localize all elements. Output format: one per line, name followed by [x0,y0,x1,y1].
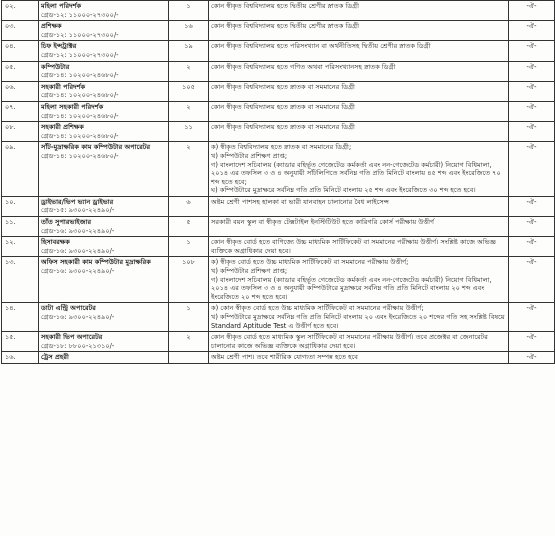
post-cell [39,122,169,142]
table-row [2,101,555,121]
serial-cell [2,61,39,81]
vacancy-count: ১০৮ [182,258,195,267]
qualification-line: কোন স্বীকৃত বিশ্ববিদ্যালয় হতে দ্বিতীয় শ্রেণীর স্নাতক ডিগ্রী [211,22,359,31]
post-name: চিফ ইন্সট্রাক্টর [41,42,77,51]
qualification-cell [209,21,509,41]
vacancy-count: ১১ [184,123,193,132]
vacancy-count: ১০৫ [182,82,195,91]
quota-ditto: -ঐ- [526,258,537,267]
qualification-line: ক) স্বীকৃত বোর্ড হতে উচ্চ মাধ্যমিক সার্টিফিকেট বা সমমানের পরীক্ষায় উত্তীর্ণ; [211,258,409,267]
pay-grade: গ্রেড-১৬: ৯৩০০-২২৪৯০/- [41,267,115,276]
qualification-line: কোন স্বীকৃত বিশ্ববিদ্যালয় হতে স্নাতক বা সমমানের ডিগ্রী [211,123,355,132]
vacancy-count-cell [169,21,209,41]
post-name: মহিলা পরিদর্শক [41,2,82,10]
vacancy-count-cell [169,257,209,303]
pay-grade: গ্রেড-১৮: ৮৮০০-২১৩১০/- [41,341,115,350]
table-row [2,21,555,41]
post-name: মহিলা সহকারী পরিদর্শক [41,102,104,111]
vacancy-count: ১ [186,238,191,247]
qualification-cell [209,352,509,364]
table-row [2,332,555,352]
pay-grade: গ্রেড-১৪: ১০২০০-২৪৬৮০/- [41,151,119,160]
vacancy-count: ১৯ [184,42,193,51]
pay-grade: গ্রেড-১৪: ১০২০০-২৪৬৮০/- [41,111,119,120]
quota-ditto: -ঐ- [526,333,537,342]
serial-number: ০৫. [5,62,16,71]
qualification-cell [209,122,509,142]
post-cell [39,41,169,61]
serial-number: ১৫. [5,333,16,342]
serial-number: ০৩. [5,22,16,31]
quota-cell [509,196,555,216]
vacancy-count-cell [169,196,209,216]
post-cell [39,101,169,121]
qualification-cell [209,1,509,21]
quota-ditto: -ঐ- [526,197,537,206]
qualification-cell [209,81,509,101]
quota-cell [509,257,555,303]
quota-ditto: -ঐ- [526,238,537,247]
vacancy-count-cell [169,122,209,142]
table-row [2,217,555,237]
serial-cell [2,101,39,121]
quota-cell [509,41,555,61]
post-name: সাঁট-মুদ্রাক্ষরিক কাম কম্পিউটার অপারেটর [41,143,151,152]
pay-grade: গ্রেড-১৫: ৯৩০০-২২৪৯০/- [41,206,115,215]
qualification-line: কোন স্বীকৃত বোর্ড হতে মাধ্যমিক স্কুল সার্টিফিকেট বা সমমানের পরীক্ষায় উত্তীর্ণ। তবে প্রজেক্টর বা জেনারেটর চালানোর কাজে অভিজ্ঞ ব্যক্তিকে অগ্রাধিকার দেয়া হবে। [211,333,488,350]
post-name: প্রশিক্ষক [41,22,62,31]
vacancy-count-cell [169,1,209,21]
pay-grade: গ্রেড-১৪: ১০২০০-২৪৬৮০/- [41,71,119,80]
serial-number: ০৮. [5,123,16,132]
quota-ditto: -ঐ- [526,143,537,152]
serial-cell [2,332,39,352]
quota-ditto: -ঐ- [526,123,537,132]
qualification-line: খ) কম্পিউটার প্রশিক্ষণ প্রাপ্ত; [211,267,288,276]
qualification-line: অষ্টম শ্রেণী পাশ। তবে শারীরিক যোগ্যতা সম্পন্ন হতে হবে [211,353,358,362]
post-cell [39,61,169,81]
serial-number: ০২. [5,2,16,10]
table-row [2,237,555,257]
serial-number: ১৪. [5,304,16,313]
vacancy-count-cell [169,217,209,237]
quota-ditto: -ঐ- [526,102,537,111]
vacancy-count-cell [169,352,209,364]
qualification-line: কোন স্বীকৃত বিশ্ববিদ্যালয় হতে স্নাতক বা সমমানের ডিগ্রী [211,82,355,91]
serial-number: ১১. [5,218,16,227]
post-cell [39,257,169,303]
qualification-cell [209,196,509,216]
quota-cell [509,352,555,364]
serial-number: ১৩. [5,258,16,267]
quota-ditto: -ঐ- [526,304,537,313]
serial-number: ০৪. [5,42,16,51]
post-cell [39,332,169,352]
quota-cell [509,81,555,101]
post-name: সহকারী পরিদর্শক [41,82,86,91]
post-cell [39,142,169,197]
post-name: তাঁত সুপারভাইজার [41,218,92,227]
qualification-line: কোন স্বীকৃত বিশ্ববিদ্যালয় হতে দ্বিতীয় শ্রেণীর স্নাতক ডিগ্রী [211,2,359,10]
qualification-line: ক) স্বীকৃত বিশ্ববিদ্যালয় হতে স্নাতক বা সমমানের ডিগ্রী; [211,143,352,152]
quota-ditto: -ঐ- [526,2,537,10]
quota-cell [509,237,555,257]
vacancy-count-cell [169,81,209,101]
vacancy-count: ১৬ [184,22,193,31]
vacancy-count: ৫ [186,218,191,227]
table-row [2,1,555,21]
quota-cell [509,332,555,352]
pay-grade: গ্রেড-১৬: ৯৩০০-২২৪৯০/- [41,313,115,321]
vacancy-count-cell [169,237,209,257]
vacancy-count: ২ [186,62,191,71]
serial-number: ০৯. [5,143,16,152]
vacancy-count: ১ [186,304,191,313]
pay-grade: গ্রেড-১২: ১১০০০-২৭৩০০/- [41,10,119,19]
pay-grade: গ্রেড-১৬: ৯৩০০-২২৪৯০/- [41,246,115,255]
vacancy-count: ৬ [186,197,191,206]
post-name: ড্রাইভার/ভিপ ভ্যান ড্রাইভার [41,197,114,206]
serial-cell [2,142,39,197]
quota-cell [509,122,555,142]
qualification-line: কোন স্বীকৃত বিশ্ববিদ্যালয় হতে পরিসংখ্যান বা অর্থনীতিসহ দ্বিতীয় শ্রেণীর স্নাতক ডিগ্রী [211,42,431,51]
quota-ditto: -ঐ- [526,353,537,362]
quota-cell [509,21,555,41]
serial-cell [2,21,39,41]
posts-table-body [2,1,555,364]
qualification-line: অষ্টম শ্রেণী পাশসহ হালকা বা ভারী যানবাহন চালানোর বৈধ লাইসেন্স [211,197,389,206]
post-cell [39,21,169,41]
qualification-line: খ) কম্পিউটারে মুদ্রাক্ষরে সর্বনিম্ন গতি প্রতি মিনিটে বাংলায় ২০ এবং ইংরেজিতে ২০ শব্দের গতি সহ সংশ্লিষ্ট বিষয়ে Standard Aptitude Test এ উত্তীর্ণ হতে হবে। [211,313,505,330]
quota-ditto: -ঐ- [526,22,537,31]
vacancy-count: ১ [186,2,191,10]
serial-cell [2,303,39,332]
pay-grade: গ্রেড-১২: ১১০০০-২৭৩০০/- [41,50,119,59]
post-cell [39,237,169,257]
post-name: কম্পিউটার [41,62,70,71]
post-cell [39,352,169,364]
vacancy-count: ২ [186,143,191,152]
serial-cell [2,352,39,364]
pay-grade: গ্রেড-১৬: ৯৩০০-২২৪৯০/- [41,226,115,235]
quota-ditto: -ঐ- [526,82,537,91]
post-name: সহকারী প্রশিক্ষক [41,123,84,132]
qualification-line: গ) বাংলাদেশ সচিবালয় (ক্যাডার বহির্ভূত গেজেটেড কর্মকর্তা এবং নন-গেজেটেড কর্মচারী) নিয়োগ বিধিমালা, ২০১৪ এর তফসিল ৩ ও ৪ অনুযায়ী কম্পিউটারে মুদ্রাক্ষরে সর্বনিম্ন গতি প্রতি মিনিটে বাংলায় ২০ শব্দ এবং ইংরেজিতে ২০ শব্দ হতে হবে। [211,275,492,301]
table-row [2,257,555,303]
pay-grade: গ্রেড-১৪: ১০২০০-২৪৬৮০/- [41,91,119,100]
serial-number: ১০. [5,197,16,206]
qualification-cell [209,237,509,257]
qualification-line: কোন স্বীকৃত বিশ্ববিদ্যালয় হতে গণিত অথবা পরিসংখ্যানসহ স্নাতক ডিগ্রী [211,62,396,71]
qualification-cell [209,142,509,197]
quota-cell [509,303,555,332]
post-name: ট্রেস প্রহরী [41,353,69,362]
post-cell [39,81,169,101]
vacancy-count-cell [169,101,209,121]
table-row [2,142,555,197]
table-row [2,81,555,101]
table-row [2,61,555,81]
post-name: অফিস সহকারী কাম কম্পিউটার মুদ্রাক্ষরিক [41,258,151,267]
serial-number: ০৬. [5,82,16,91]
qualification-line: খ) কম্পিউটার প্রশিক্ষণ প্রাপ্ত; [211,151,288,160]
qualification-cell [209,41,509,61]
qualification-cell [209,257,509,303]
serial-number: ০৭. [5,102,16,111]
qualification-line: গ) বাংলাদেশ সচিবালয় (ক্যাডার বহির্ভূত গেজেটেড কর্মকর্তা এবং নন-গেজেটেড কর্মচারী) নিয়োগ বিধিমালা, ২০১৪ এর তফসিল ৩ ও ৪ অনুযায়ী সাঁটলিপিতে সর্বনিম্ন গতি প্রতি মিনিটে বাংলায় ৪৫ শব্দ এবং ইংরেজিতে ৭০ শব্দ হতে হবে; [211,160,501,186]
pay-grade: গ্রেড-১৪: ১০২০০-২৪৬৮০/- [41,131,119,140]
quota-ditto: -ঐ- [526,62,537,71]
qualification-cell [209,332,509,352]
serial-cell [2,217,39,237]
post-cell [39,217,169,237]
table-row [2,41,555,61]
serial-number: ১২. [5,238,16,247]
serial-cell [2,196,39,216]
vacancy-count-cell [169,61,209,81]
post-cell [39,196,169,216]
table-row [2,303,555,332]
qualification-cell [209,61,509,81]
serial-cell [2,41,39,61]
post-name: সহকারী ভিপ অপারেটর [41,333,103,342]
posts-table [1,0,555,364]
post-cell [39,303,169,332]
qualification-cell [209,303,509,332]
table-row [2,196,555,216]
serial-number: ১৬. [5,353,16,362]
vacancy-count: ২ [186,102,191,111]
vacancy-count: ২ [186,333,191,342]
quota-cell [509,101,555,121]
post-name: ডাটা এন্ট্রি অপারেটর [41,304,96,313]
qualification-line: ক) কোন স্বীকৃত বোর্ড হতে উচ্চ মাধ্যমিক সার্টিফিকেট বা সমমানের পরীক্ষায় উত্তীর্ণ; [211,304,424,313]
table-row [2,122,555,142]
qualification-line: কোন স্বীকৃত বোর্ড হতে বাণিজ্যে উচ্চ মাধ্যমিক সার্টিফিকেট বা সমমানের পরীক্ষায় উত্তীর্ণ। সংশ্লিষ্ট কাজে অভিজ্ঞ ব্যক্তিকে অগ্রাধিকার দেয়া হবে। [211,238,496,255]
vacancy-count-cell [169,41,209,61]
vacancy-count-cell [169,332,209,352]
serial-cell [2,81,39,101]
post-name: হিসাবরক্ষক [41,238,70,247]
quota-ditto: -ঐ- [526,218,537,227]
quota-cell [509,217,555,237]
quota-ditto: -ঐ- [526,42,537,51]
serial-cell [2,237,39,257]
serial-cell [2,257,39,303]
qualification-line: ঘ) কম্পিউটারে মুদ্রাক্ষরে সর্বনিম্ন গতি প্রতি মিনিটে বাংলায় ২৫ শব্দ এবং ইংরেজিতে ৩০ শব্দ হতে হবে। [211,186,476,195]
table-row [2,352,555,364]
vacancy-count-cell [169,303,209,332]
qualification-line: সরকারী বয়ন স্কুল বা স্বীকৃত টেক্সটাইল ইনস্টিটিউট হতে কারিগরি কোর্স পরীক্ষায় উত্তীর্ণ [211,218,435,227]
qualification-cell [209,101,509,121]
post-cell [39,1,169,21]
quota-cell [509,61,555,81]
quota-cell [509,1,555,21]
qualification-cell [209,217,509,237]
vacancy-count-cell [169,142,209,197]
pay-grade: গ্রেড-১২: ১১০০০-২৭৩০০/- [41,30,119,39]
serial-cell [2,122,39,142]
qualification-line: কোন স্বীকৃত বিশ্ববিদ্যালয় হতে স্নাতক বা সমমানের ডিগ্রী [211,102,355,111]
quota-cell [509,142,555,197]
serial-cell [2,1,39,21]
